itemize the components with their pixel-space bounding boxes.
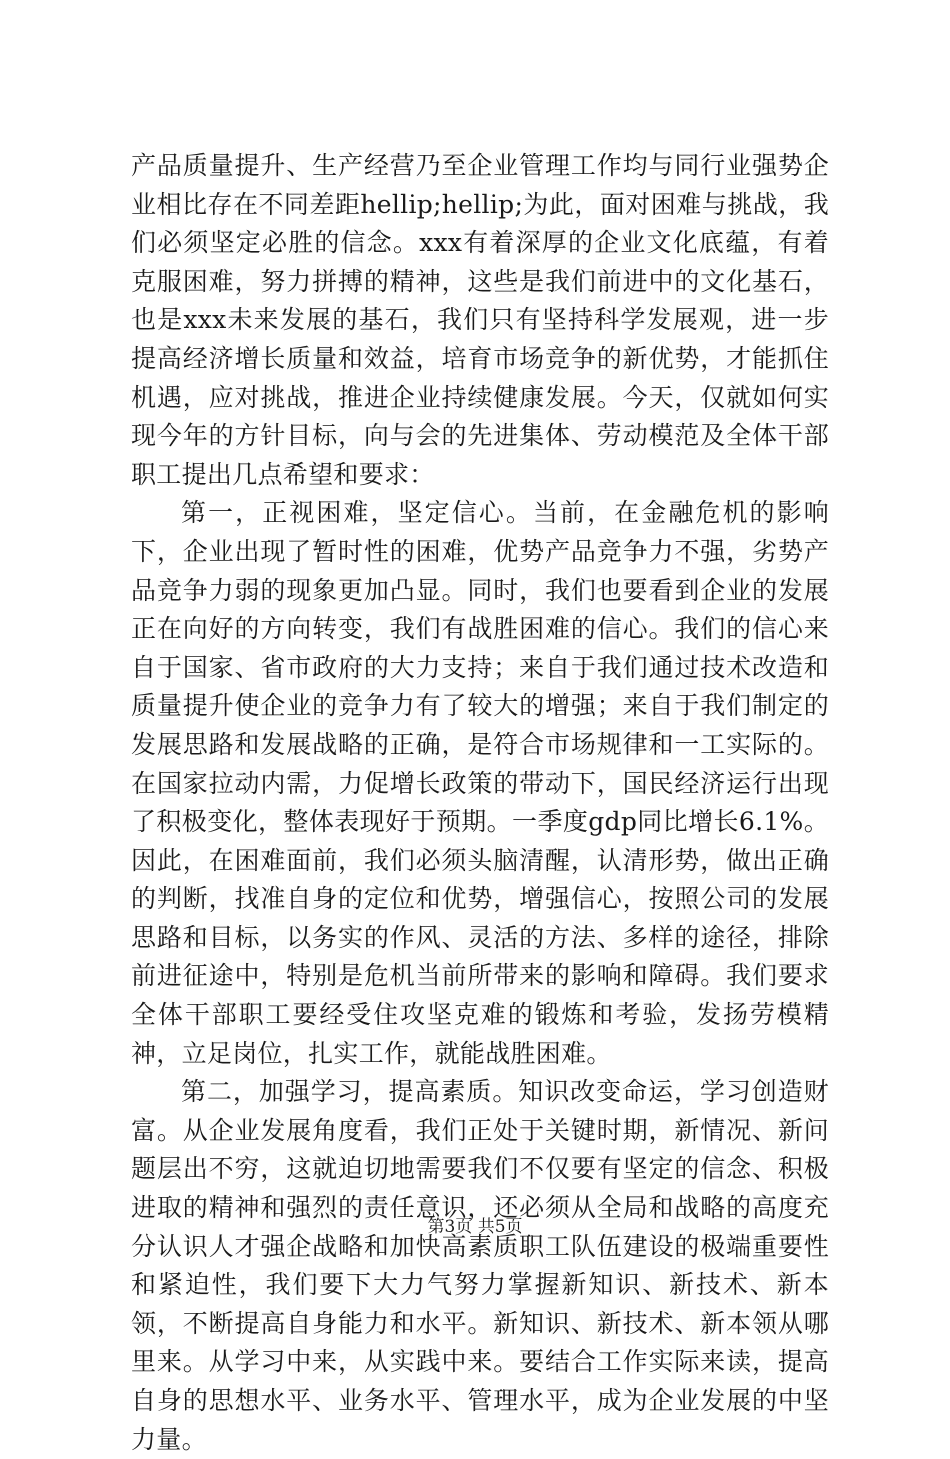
page-number-footer: 第3页 共5页 bbox=[427, 1217, 523, 1237]
document-body bbox=[131, 147, 829, 1459]
paragraph-first-point: 第一，正视困难，坚定信心。当前，在金融危机的影响下，企业出现了暂时性的困难，优势产品竞争力不强，劣势产品竞争力弱的现象更加凸显。同时，我们也要看到企业的发展正在向好的方向转变，我们有战胜困难的信心。我们的信心来自于国家、省市政府的大力支持；来自于我们通过技术改造和质量提升使企业的竞争力有了较大的增强；来自于我们制定的发展思路和发展战略的正确，是符合市场规律和一工实际的。在国家拉动内需，力促增长政策的带动下，国民经济运行出现了积极变化，整体表现好于预期。一季度gdp同比增长6.1%。因此，在困难面前，我们必须头脑清醒，认清形势，做出正确的判断，找准自身的定位和优势，增强信心，按照公司的发展思路和目标，以务实的作风、灵活的方法、多样的途径，排除前进征途中，特别是危机当前所带来的影响和障碍。我们要求全体干部职工要经受住攻坚克难的锻炼和考验，发扬劳模精神，立足岗位，扎实工作，就能战胜困难。 bbox=[131, 498, 829, 1068]
paragraph-continued: 产品质量提升、生产经营乃至企业管理工作均与同行业强势企业相比存在不同差距hellip;hellip;为此，面对困难与挑战，我们必须坚定必胜的信念。xxx有着深厚的企业文化底蕴，有着克服困难，努力拼搏的精神，这些是我们前进中的文化基石，也是xxx未来发展的基石，我们只有坚持科学发展观，进一步提高经济增长质量和效益，培育市场竞争的新优势，才能抓住机遇，应对挑战，推进企业持续健康发展。今天，仅就如何实现今年的方针目标，向与会的先进集体、劳动模范及全体干部职工提出几点希望和要求： bbox=[131, 151, 829, 489]
paragraph-second-point: 第二，加强学习，提高素质。知识改变命运，学习创造财富。从企业发展角度看，我们正处于关键时期，新情况、新问题层出不穷，这就迫切地需要我们不仅要有坚定的信念、积极进取的精神和强烈的责任意识，还必须从全局和战略的高度充分认识人才强企战略和加快高素质职工队伍建设的极端重要性和紧迫性，我们要下大力气努力掌握新知识、新技术、新本领，不断提高自身能力和水平。新知识、新技术、新本领从哪里来。从学习中来，从实践中来。要结合工作实际来读，提高自身的思想水平、业务水平、管理水平，成为企业发展的中坚力量。 bbox=[131, 1077, 829, 1454]
